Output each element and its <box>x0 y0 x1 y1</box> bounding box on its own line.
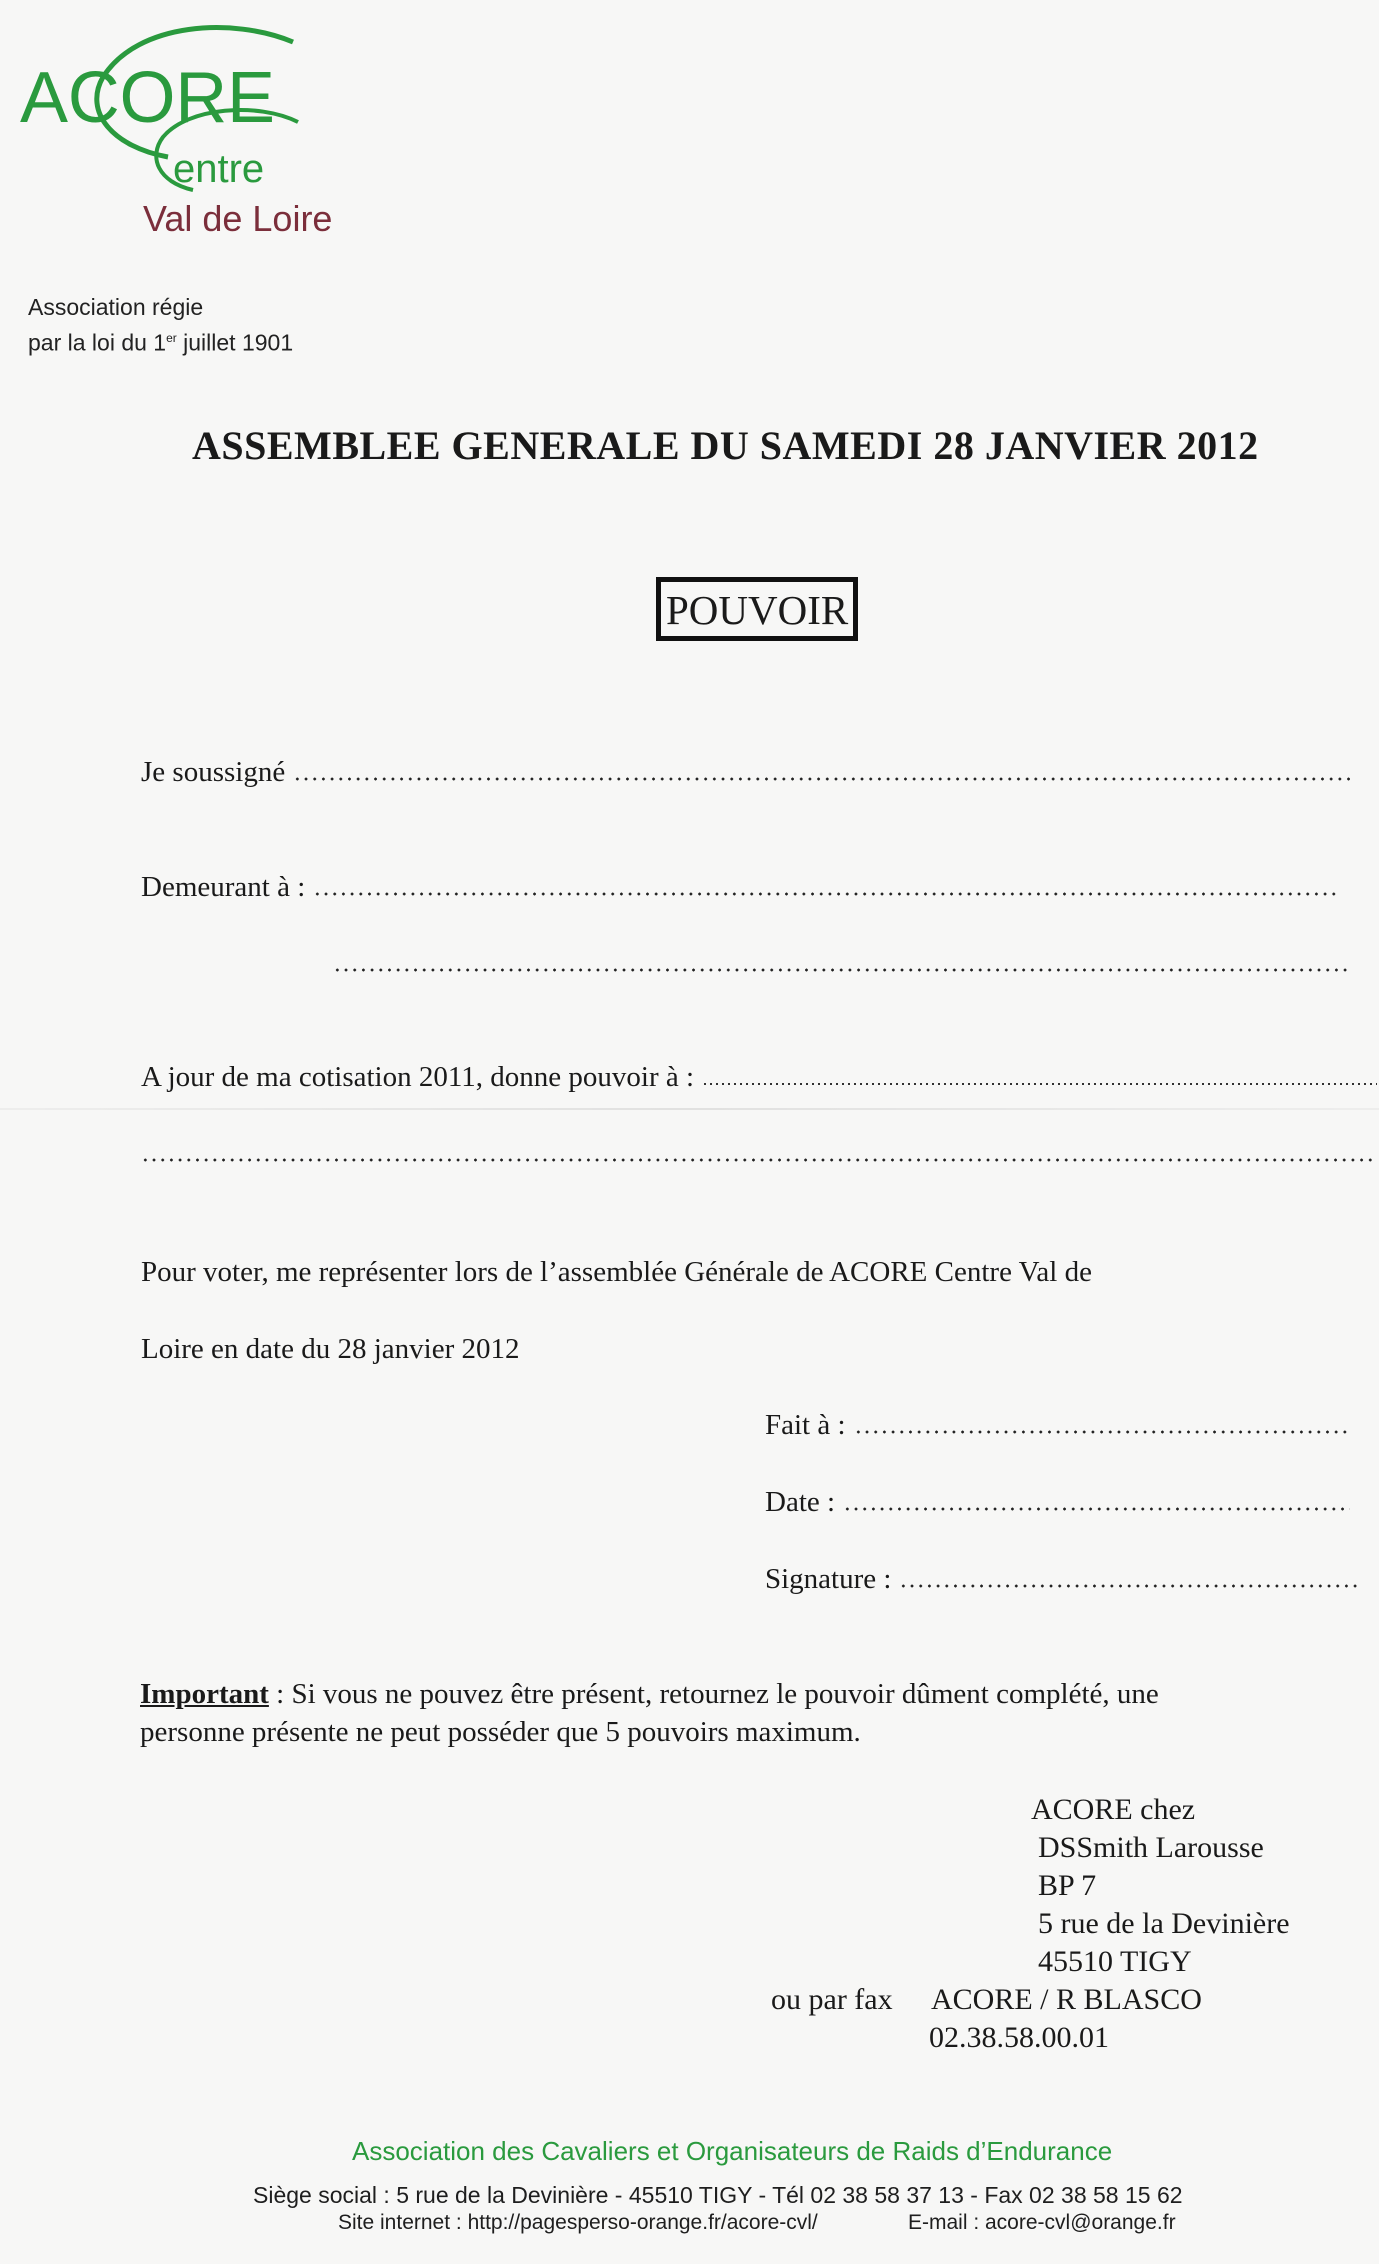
acore-logo <box>18 22 358 212</box>
important-label: Important <box>140 1678 269 1710</box>
field-signature-dots <box>899 1584 1359 1588</box>
vote-text-2: Loire en date du 28 janvier 2012 <box>141 1333 520 1365</box>
field-cotisation-label: A jour de ma cotisation 2011, donne pouvoir à : <box>141 1061 695 1093</box>
address-line-5: 45510 TIGY <box>1038 1945 1192 1978</box>
field-fait-dots <box>854 1430 1350 1434</box>
field-date-dots <box>843 1507 1350 1511</box>
important-notice <box>140 1678 1159 1711</box>
page-title: ASSEMBLEE GENERALE DU SAMEDI 28 JANVIER 2012 <box>192 423 1259 468</box>
footer-association-name: Association des Cavaliers et Organisateurs de Raids d’Endurance <box>352 2136 1113 2166</box>
address-line-1: ACORE chez <box>1031 1793 1196 1826</box>
fax-number: 02.38.58.00.01 <box>929 2021 1109 2054</box>
address-line-2: DSSmith Larousse <box>1038 1831 1264 1864</box>
field-demeurant[interactable] <box>141 871 1341 904</box>
field-signature[interactable] <box>765 1563 1359 1596</box>
association-line-1: Association régie <box>28 294 204 320</box>
paper-fold <box>0 1108 1379 1110</box>
field-demeurant-line-2[interactable] <box>333 950 1350 980</box>
field-fait-label: Fait à : <box>765 1409 846 1441</box>
field-soussigne[interactable] <box>141 756 1353 789</box>
field-cotisation-line-2[interactable] <box>141 1140 1377 1170</box>
field-cotisation-dots-2 <box>141 1158 1377 1162</box>
important-text-2: personne présente ne peut posséder que 5 pouvoirs maximum. <box>140 1716 861 1748</box>
field-signature-label: Signature : <box>765 1563 892 1595</box>
association-line-2: par la loi du 1er juillet 1901 <box>28 329 294 356</box>
logo-centre-text: entre <box>173 147 265 191</box>
field-cotisation-dots <box>702 1082 1377 1086</box>
field-demeurant-dots-2 <box>333 968 1350 972</box>
field-demeurant-label: Demeurant à : <box>141 871 306 903</box>
footer-email: E-mail : acore-cvl@orange.fr <box>908 2211 1176 2234</box>
footer-site: Site internet : http://pagesperso-orange.fr/acore-cvl/ <box>338 2211 818 2234</box>
logo-region-text: Val de Loire <box>143 198 333 239</box>
logo-acore-text: ACORE <box>20 58 275 138</box>
address-line-4: 5 rue de la Devinière <box>1038 1907 1290 1940</box>
vote-text-1: Pour voter, me représenter lors de l’assemblée Générale de ACORE Centre Val de <box>141 1256 1092 1288</box>
fax-label: ou par fax <box>771 1983 893 2016</box>
association-statement <box>28 292 293 359</box>
address-line-3: BP 7 <box>1038 1869 1097 1902</box>
address-block <box>1031 1791 1290 1981</box>
field-date-label: Date : <box>765 1486 836 1518</box>
field-demeurant-dots <box>313 892 1341 896</box>
field-date[interactable] <box>765 1486 1350 1519</box>
field-soussigne-label: Je soussigné <box>141 756 286 788</box>
important-text-1: : Si vous ne pouvez être présent, retournez le pouvoir dûment complété, une <box>268 1678 1159 1710</box>
pouvoir-box: POUVOIR <box>656 577 858 641</box>
field-cotisation[interactable] <box>141 1061 1377 1094</box>
field-fait[interactable] <box>765 1409 1350 1442</box>
footer-siege: Siège social : 5 rue de la Devinière - 45510 TIGY - Tél 02 38 58 37 13 - Fax 02 38 58 15 62 <box>253 2182 1183 2208</box>
fax-name: ACORE / R BLASCO <box>931 1983 1202 2016</box>
field-soussigne-dots <box>293 777 1353 781</box>
